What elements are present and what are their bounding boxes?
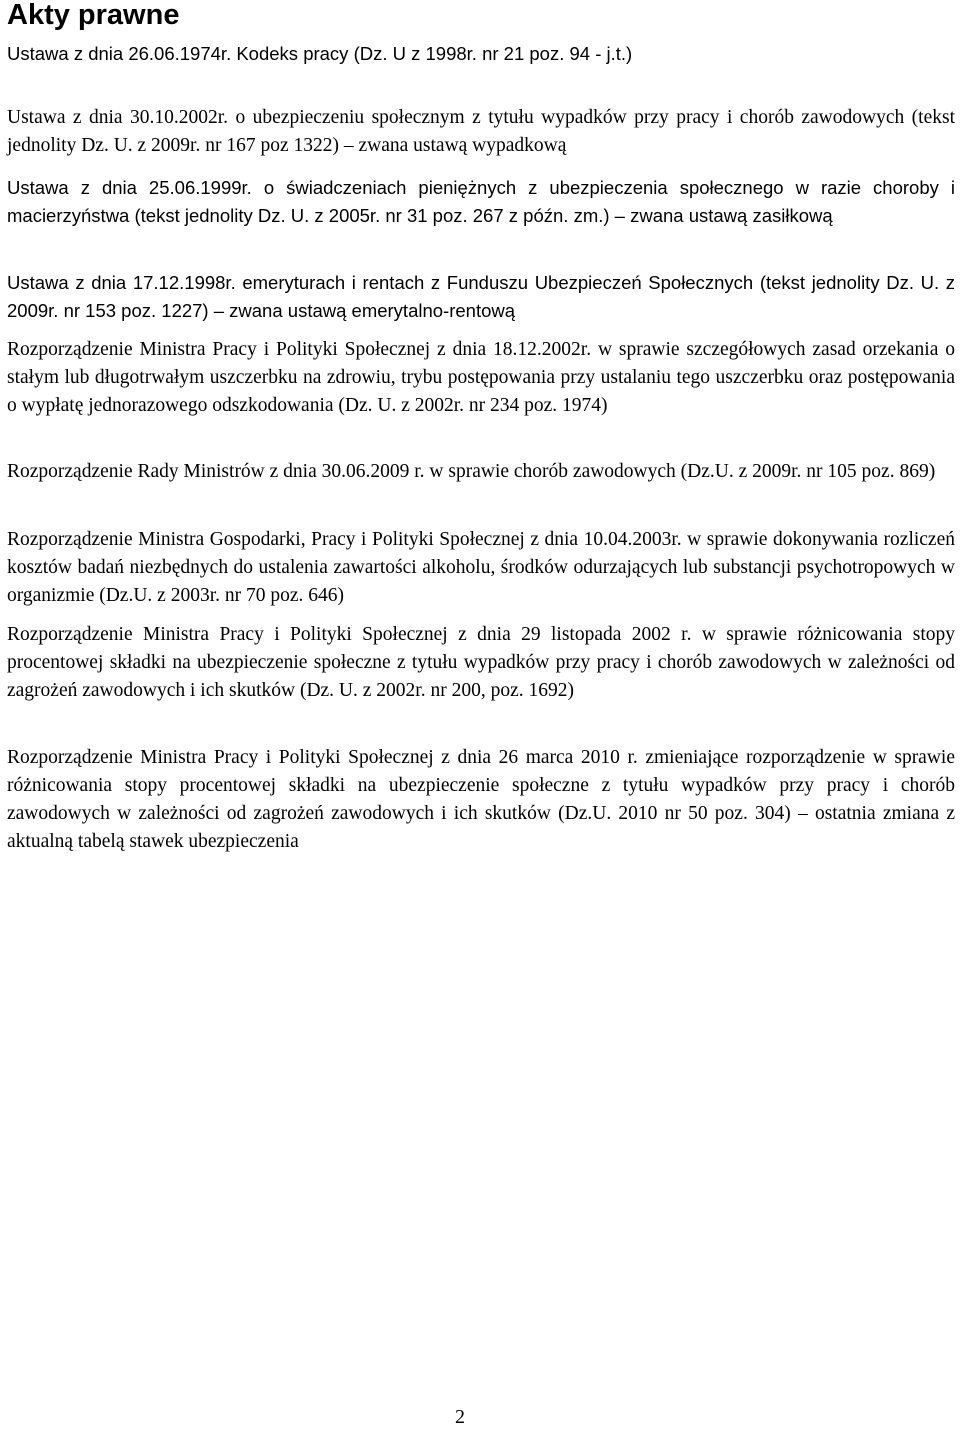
page-number: 2 (455, 1406, 465, 1428)
legal-act-entry-6: Rozporządzenie Rady Ministrów z dnia 30.06.2009 r. w sprawie chorób zawodowych (Dz.U. z 2009r. nr 105 poz. 869) (7, 461, 936, 482)
legal-act-entry-2: Ustawa z dnia 30.10.2002r. o ubezpieczeniu społecznym z tytułu wypadków przy pracy i chorób zawodowych (tekst jednolity Dz. U. z 2009r. nr 167 poz 1322) – zwana ustawą wypadkową (7, 107, 955, 156)
legal-act-entry-4: Ustawa z dnia 17.12.1998r. emeryturach i rentach z Funduszu Ubezpieczeń Społecznych (tekst jednolity Dz. U. z 2009r. nr 153 poz. 1227) – zwana ustawą emerytalno-rentową (7, 272, 955, 321)
legal-act-entry-3: Ustawa z dnia 25.06.1999r. o świadczeniach pieniężnych z ubezpieczenia społecznego w razie choroby i macierzyństwa (tekst jednolity Dz. U. z 2005r. nr 31 poz. 267 z późn. zm.) – zwana ustawą zasiłkową (7, 177, 955, 226)
legal-act-entry-9: Rozporządzenie Ministra Pracy i Polityki Społecznej z dnia 26 marca 2010 r. zmieniające rozporządzenie w sprawie różnicowania stopy procentowej składki na ubezpieczenie społeczne z tytułu wypadków przy pracy i chorób zawodowych w zależności od zagrożeń zawodowych i ich skutków (Dz.U. 2010 nr 50 poz. 304) – ostatnia zmiana z aktualną tabelą stawek ubezpieczenia (7, 747, 955, 852)
page-title: Akty prawne (7, 0, 180, 31)
legal-act-entry-7: Rozporządzenie Ministra Gospodarki, Pracy i Polityki Społecznej z dnia 10.04.2003r. w sprawie dokonywania rozliczeń kosztów badań niezbędnych do ustalenia zawartości alkoholu, środków odurzających lub substancji psychotropowych w organizmie (Dz.U. z 2003r. nr 70 poz. 646) (7, 529, 955, 606)
legal-act-entry-5: Rozporządzenie Ministra Pracy i Polityki Społecznej z dnia 18.12.2002r. w sprawie szczegółowych zasad orzekania o stałym lub długotrwałym uszczerbku na zdrowiu, trybu postępowania przy ustalaniu tego uszczerbku oraz postępowania o wypłatę jednorazowego odszkodowania (Dz. U. z 2002r. nr 234 poz. 1974) (7, 339, 955, 416)
legal-act-entry-1: Ustawa z dnia 26.06.1974r. Kodeks pracy (Dz. U z 1998r. nr 21 poz. 94 - j.t.) (7, 43, 633, 64)
legal-act-entry-8: Rozporządzenie Ministra Pracy i Polityki Społecznej z dnia 29 listopada 2002 r. w sprawie różnicowania stopy procentowej składki na ubezpieczenie społeczne z tytułu wypadków przy pracy i chorób zawodowych w zależności od zagrożeń zawodowych i ich skutków (Dz. U. z 2002r. nr 200, poz. 1692) (7, 624, 955, 701)
